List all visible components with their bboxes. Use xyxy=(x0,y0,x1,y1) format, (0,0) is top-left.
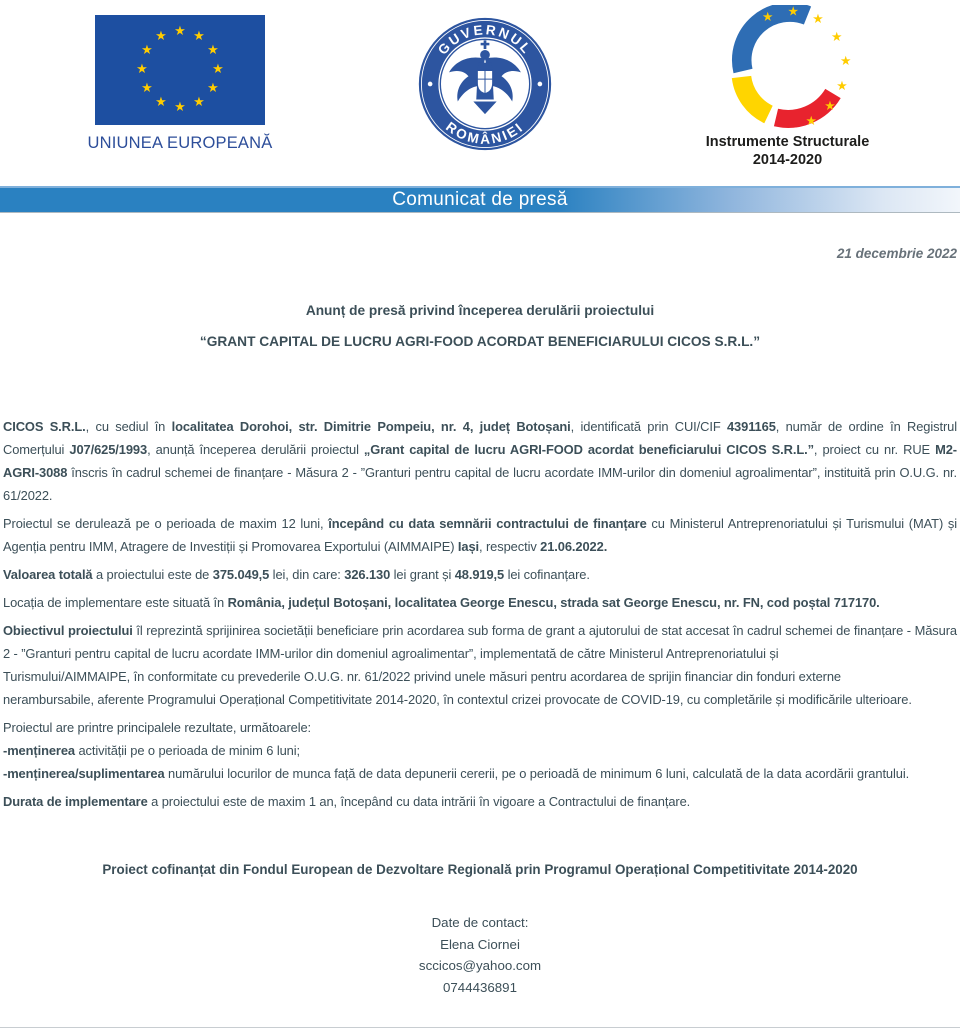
contact-email: sccicos@yahoo.com xyxy=(418,958,542,973)
is-star-icon: ★ xyxy=(805,114,817,129)
eu-star-icon: ★ xyxy=(174,100,186,115)
structural-instruments-logo xyxy=(700,5,875,169)
document-heading xyxy=(0,303,960,349)
is-star-icon: ★ xyxy=(811,12,824,27)
paragraph-durata: Durata de implementare a proiectului este de maxim 1 an, începând cu data intrării în vigoare a Contractului de finanțare. xyxy=(3,794,691,809)
banner-title: Comunicat de presă xyxy=(392,189,568,210)
contact-phone: 0744436891 xyxy=(443,979,517,995)
is-star-icon: ★ xyxy=(787,5,799,20)
structural-instruments-icon xyxy=(713,5,863,133)
is-star-icon: ★ xyxy=(830,30,842,45)
contact-label: Date de contact: xyxy=(431,915,529,930)
is-star-icon: ★ xyxy=(823,99,836,115)
eu-star-icon: ★ xyxy=(155,95,167,110)
eu-star-icon: ★ xyxy=(193,29,205,44)
eu-star-icon: ★ xyxy=(207,43,219,58)
is-star-icon: ★ xyxy=(835,78,848,94)
contact-name: Elena Ciornei xyxy=(440,936,520,952)
heading-line1: Anunț de presă privind începerea derulării proiectului xyxy=(305,303,655,318)
paragraph-obiectiv: Obiectivul proiectului îl reprezintă sprijinirea societății beneficiare prin acordarea sub forma de grant a ajutorului de stat accesat în cadrul schemei de finanțare - Măsura 2 - ”Granturi pentru capital de lucru acordate IMM-urilor din domeniul agroalimentar”, implementată de către Ministerul Antreprenoriatului și Turismului/AIMMAIPE, în conformitate cu prevederile O.U.G. nr. 61/2022 privind unele măsuri pentru acordarea de sprijin financiar din fonduri externe nerambursabile, aferente Programului Operațional Competitivitate 2014-2020, în contextul crizei provocate de COVID-19, cu completările și modificările ulterioare. xyxy=(3,623,957,707)
eu-star-icon: ★ xyxy=(207,81,219,96)
eu-logo xyxy=(87,15,273,153)
government-logo xyxy=(417,16,553,157)
paragraph-perioada: Proiectul se derulează pe o perioada de maxim 12 luni, începând cu data semnării contractului de finanțare cu Ministerul Antreprenoriatului și Turismului (MAT) și Agenția pentru IMM, Atragere de Investiții și Promovarea Exportului (AIMMAIPE) Iași, respectiv 21.06.2022. xyxy=(3,516,957,554)
paragraph-valoare: Valoarea totală a proiectului este de 375.049,5 lei, din care: 326.130 lei grant și 48.919,5 lei cofinanțare. xyxy=(3,567,590,582)
paragraph-rezultate: Proiectul are printre principalele rezultate, următoarele: -menținerea activității pe o perioada de minim 6 luni; -menținerea/suplimentarea numărului locurilor de munca față de data depunerii cererii, pe o perioadă de minimum 6 luni, calculată de la data acordării grantului. xyxy=(3,720,910,781)
eu-star-icon: ★ xyxy=(155,29,167,44)
seal-text-top: GUVERNUL xyxy=(434,22,536,58)
heading-line2: “GRANT CAPITAL DE LUCRU AGRI-FOOD ACORDAT BENEFICIARULUI CICOS S.R.L.” xyxy=(199,334,761,349)
eu-star-icon: ★ xyxy=(136,62,148,77)
press-body xyxy=(3,415,957,818)
eu-star-icon: ★ xyxy=(174,24,186,39)
eu-star-icon: ★ xyxy=(141,43,153,58)
is-logo-caption-line2: 2014-2020 xyxy=(752,151,823,168)
eu-star-icon: ★ xyxy=(212,62,224,77)
seal-text-bottom: ROMÂNIEI xyxy=(443,118,527,147)
cofinancing-note: Proiect cofinanțat din Fondul European de Dezvoltare Regională prin Programul Operațional Competitivitate 2014-2020 xyxy=(102,862,858,877)
government-seal-icon xyxy=(417,16,553,152)
press-release-banner xyxy=(0,186,960,213)
contact-block xyxy=(0,912,960,998)
is-logo-caption-line1: Instrumente Structurale xyxy=(705,133,870,150)
eu-flag-icon xyxy=(95,15,265,125)
paragraph-locatia: Locația de implementare este situată în România, județul Botoșani, localitatea George Enescu, strada sat George Enescu, nr. FN, cod poștal 717170. xyxy=(3,595,880,610)
is-star-icon: ★ xyxy=(839,54,851,69)
paragraph-intro: CICOS S.R.L., cu sediul în localitatea Dorohoi, str. Dimitrie Pompeiu, nr. 4, județ Botoșani, identificată prin CUI/CIF 4391165, număr de ordine în Registrul Comerțului J07/625/1993, anunță începerea derulării proiectul „Grant capital de lucru AGRI-FOOD acordat beneficiarului CICOS S.R.L.”, proiect cu nr. RUE M2-AGRI-3088 înscris în cadrul schemei de finanțare - Măsura 2 - ”Granturi pentru capital de lucru acordate IMM-urilor din domeniul agroalimentar”, instituită prin O.U.G. nr. 61/2022. xyxy=(3,419,957,503)
release-date: 21 decembrie 2022 xyxy=(836,246,957,261)
is-star-icon: ★ xyxy=(761,9,773,25)
eu-star-icon: ★ xyxy=(141,81,153,96)
eu-star-icon: ★ xyxy=(193,95,205,110)
bottom-divider xyxy=(0,1027,960,1028)
eu-logo-caption: UNIUNEA EUROPEANĂ xyxy=(87,134,273,152)
